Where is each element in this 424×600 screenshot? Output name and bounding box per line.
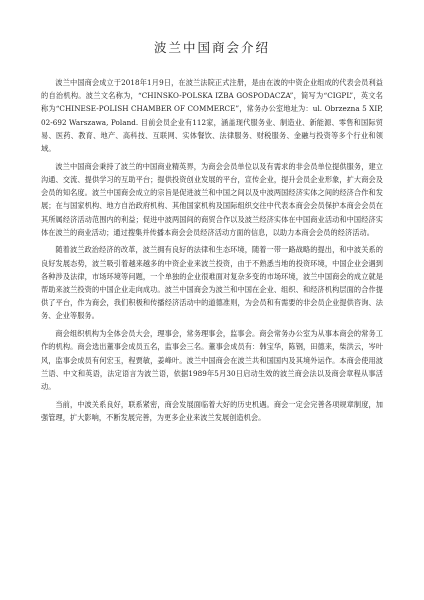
paragraph-mission: 波兰中国商会秉持了波兰的中国商业精英界，为商会会员单位以及有需求的非会员单位提供服务，建立沟通、交流、提供学习的互助平台；提供投资创业发展的平台，宣传企业，提升会员企业形象，扩大商会及会员的知名度。波兰中国商会成立的宗旨是促进波兰和中国之间以及中波两国经济实体之间的经济合作和发展；在与国家机构、地方自治政府机构、其他国家机构及国际组织交往中代表本商会会员保护本商会会员在其所属经济活动范围内的利益；促进中波两国间的商贸合作以及波兰经济实体在中国商业活动和中国经济实体在波兰的商业活动；通过搜集并传播本商会会员经济活动方面的信息，以助力本商会会员的经济活动。 bbox=[41, 161, 383, 237]
paragraph-organization: 商会组织机构为全体会员大会，理事会，常务理事会，监事会。商会常务办公室为从事本商会的常务工作的机构。商会选出董事会成员五名，监事会三名。董事会成员有：韩宝华，陈钢，田德来，柴洪云，岑叶风，监事会成员有何宏玉，程贾敏，姜峰叶。波兰中国商会在波兰共和国国内及其境外运作。本商会使用波兰语、中文和英语，法定语言为波兰语，依据1989年5月30日启动生效的波兰商会法以及商会章程从事活动。 bbox=[41, 329, 383, 391]
paragraph-outlook: 当前，中波关系良好，联系紧密，商会发展面临着大好的历史机遇。商会一定会完善各项规章制度，加强管理，扩大影响，不断发展完善，为更多企业来波兰发展创造机会。 bbox=[41, 399, 383, 422]
document-title: 波兰中国商会介绍 bbox=[153, 40, 270, 55]
paragraph-intro: 波兰中国商会成立于2018年1月9日，在波兰法院正式注册，是由在波的中资企业组成的代表会员利益的自治机构。波兰文名称为，“CHINSKO-POLSKA IZBA GOSPODACZA”，简写为“CIGPL”，英文名称为“CHINESE-POLISH CHAMBER OF COMMERCE”，常务办公室地址为：ul. Obrzezna 5 XIP, 02-692 Warszawa, Poland. 目前会员企业有112家，涵盖现代服务业、制造业、新能源、零售和国际贸易、医药、教育、地产、高科技、互联网、实体餐饮、法律服务、财税服务、金融与投资等多个行业和领域。 bbox=[41, 78, 383, 154]
paragraph-background: 随着波兰政治经济的改革，波兰拥有良好的法律和生态环境，随着一带一路战略的提出，和中波关系的良好发展态势，波兰吸引着越来越多的中资企业来波兰投资，由于不熟悉当地的投资环境，中国企业会遇到各种涉及法律，市场环境等问题，一个单独的企业很难面对复杂多变的市场环境，波兰中国商会的成立就是帮助来波兰投资的中国企业走向成功。波兰中国商会为波兰和中国在企业、组织、和经济机构层面的合作提供了平台，作为商会，我们积极和传播经济活动中的道德准则，为会员和有需要的非会员企业提供咨询、法务、企业等服务。 bbox=[41, 245, 383, 321]
